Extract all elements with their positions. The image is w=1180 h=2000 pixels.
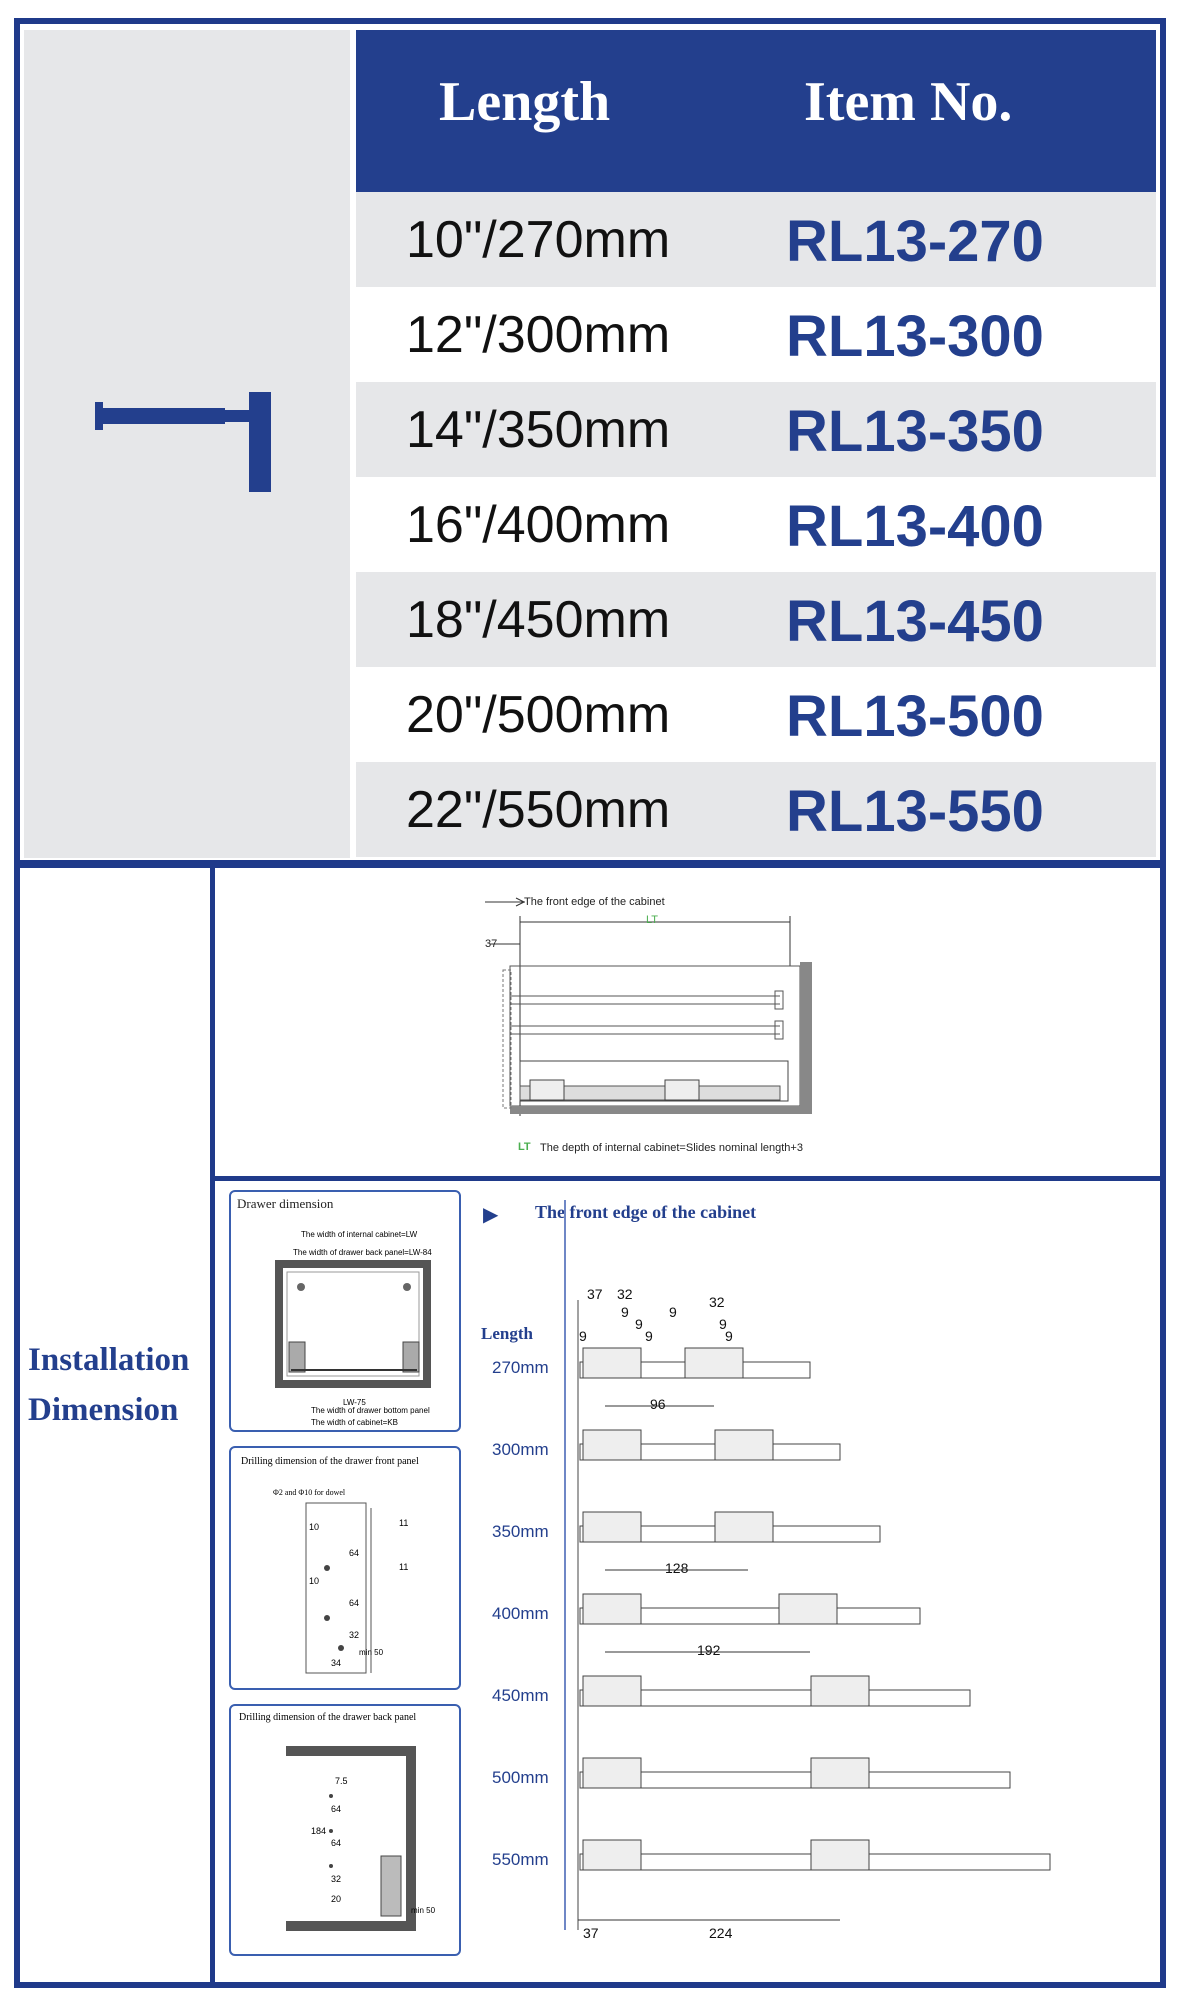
length-270: 270mm: [492, 1358, 549, 1377]
front-panel-drilling: [229, 1446, 461, 1690]
dim-min50: min 50: [411, 1906, 436, 1915]
length-350: 350mm: [492, 1522, 549, 1541]
panel-title: Drilling dimension of the drawer front panel: [241, 1456, 419, 1467]
lt-note-prefix: LT: [518, 1141, 531, 1153]
installation-title: [28, 1335, 189, 1435]
length-label: Length: [481, 1324, 533, 1343]
dim-34: 34: [331, 1658, 342, 1668]
dim-32: 32: [331, 1874, 342, 1884]
dim-min50: min 50: [359, 1648, 384, 1657]
table-row: [356, 287, 1156, 382]
header-length: Length: [439, 71, 611, 133]
row-item-no: RL13-350: [786, 399, 1044, 464]
internal-width-label: The width of internal cabinet=LW: [301, 1230, 418, 1239]
length-300: 300mm: [492, 1440, 549, 1459]
offset-label: 37: [485, 938, 498, 950]
length-450: 450mm: [492, 1686, 549, 1705]
table-row: [356, 192, 1156, 287]
drawer-drawing: [231, 1192, 459, 1430]
front-panel-drawing: [231, 1448, 459, 1688]
dim-32: 32: [349, 1630, 360, 1640]
panel-title: Drilling dimension of the drawer back panel: [239, 1712, 417, 1723]
dim-64b: 64: [349, 1598, 360, 1608]
title-line: Dimension: [28, 1392, 179, 1428]
row-length: 20"/500mm: [406, 686, 671, 744]
dim-9: 9: [635, 1316, 643, 1332]
row-length: 18"/450mm: [406, 591, 671, 649]
slide-icon-panel: [24, 30, 350, 858]
lw75-label: LW-75: [343, 1398, 366, 1407]
front-edge-label: The front edge of the cabinet: [524, 896, 665, 908]
dim-32: 32: [617, 1286, 633, 1302]
dim-192: 192: [697, 1642, 721, 1658]
depth-note: The depth of internal cabinet=Slides nominal length+3: [540, 1142, 803, 1154]
row-item-no: RL13-450: [786, 589, 1044, 654]
dim-9: 9: [669, 1304, 677, 1320]
dim-224: 224: [709, 1925, 733, 1941]
table-row: [356, 382, 1156, 477]
table-row: [356, 477, 1156, 572]
divider: [215, 1176, 1166, 1181]
cabinet-width-label: The width of cabinet=KB: [311, 1418, 398, 1427]
dim-11b: 11: [399, 1562, 409, 1572]
row-item-no: RL13-400: [786, 494, 1044, 559]
dim-184: 184: [311, 1826, 327, 1836]
slide-rails-drawing: [465, 1190, 1155, 1980]
slide-profile-icon: [24, 30, 350, 858]
row-length: 14"/350mm: [406, 401, 671, 459]
dim-10b: 10: [309, 1576, 320, 1586]
panel-title: Drawer dimension: [237, 1196, 334, 1211]
dim-11a: 11: [399, 1518, 409, 1528]
dim-10a: 10: [309, 1522, 320, 1532]
title-line: Installation: [28, 1342, 190, 1378]
length-400: 400mm: [492, 1604, 549, 1623]
row-item-no: RL13-270: [786, 209, 1044, 274]
length-500: 500mm: [492, 1768, 549, 1787]
triangle-icon: ▶: [483, 1204, 499, 1226]
row-item-no: RL13-550: [786, 779, 1044, 844]
dim-9: 9: [621, 1304, 629, 1320]
dim-9: 9: [579, 1328, 587, 1344]
divider: [210, 862, 215, 1988]
dim-7-5: 7.5: [335, 1776, 348, 1786]
table-header: [356, 30, 1156, 192]
dim-128: 128: [665, 1560, 689, 1576]
dim-37: 37: [587, 1286, 603, 1302]
front-edge-title: The front edge of the cabinet: [535, 1202, 757, 1222]
length-550: 550mm: [492, 1850, 549, 1869]
back-panel-drawing: [231, 1706, 459, 1954]
slide-length-diagrams: [465, 1190, 1155, 1980]
dim-20: 20: [331, 1894, 342, 1904]
bottom-panel-label: The width of drawer bottom panel: [311, 1406, 430, 1415]
row-length: 22"/550mm: [406, 781, 671, 839]
row-item-no: RL13-300: [786, 304, 1044, 369]
dim-96: 96: [650, 1396, 666, 1412]
dim-64a: 64: [331, 1804, 342, 1814]
row-length: 16"/400mm: [406, 496, 671, 554]
dim-9: 9: [645, 1328, 653, 1344]
dim-9: 9: [719, 1316, 727, 1332]
row-length: 10"/270mm: [406, 211, 671, 269]
drawer-dimension-panel: [229, 1190, 461, 1432]
row-item-no: RL13-500: [786, 684, 1044, 749]
cabinet-diagram: [220, 866, 1160, 1174]
lt-label: LT: [646, 914, 659, 926]
table-row: [356, 572, 1156, 667]
dim-64b: 64: [331, 1838, 342, 1848]
header-item-no: Item No.: [804, 71, 1013, 133]
cabinet-drawing: [220, 866, 1160, 1174]
back-panel-width-label: The width of drawer back panel=LW-84: [293, 1248, 432, 1257]
table-row: [356, 667, 1156, 762]
dim-37-bottom: 37: [583, 1925, 599, 1941]
dim-9: 9: [725, 1328, 733, 1344]
table-row: [356, 762, 1156, 857]
dim-32: 32: [709, 1294, 725, 1310]
dowel-label: Φ2 and Φ10 for dowel: [273, 1488, 346, 1497]
dim-64a: 64: [349, 1548, 360, 1558]
back-panel-drilling: [229, 1704, 461, 1956]
row-length: 12"/300mm: [406, 306, 671, 364]
